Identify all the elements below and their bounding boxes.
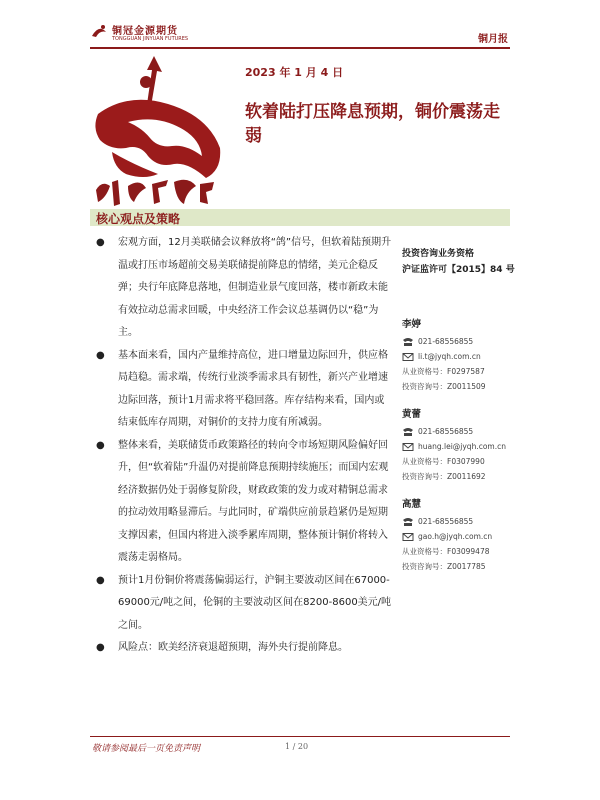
analyst-card [402, 406, 532, 484]
company-name-en: TONGGUAN JINYUAN FUTURES [112, 36, 189, 42]
phone-row [402, 334, 532, 349]
analyst-qual-no: 从业资格号：F03099478 [402, 547, 490, 556]
analyst-name: 李婷 [402, 319, 422, 330]
analyst-advisory-no: 投资咨询号：Z0011509 [402, 382, 486, 391]
analyst-card [402, 496, 532, 574]
point-text: 基本面来看，国内产量维持高位，进口增量边际回升，供应格局趋稳。需求端，传统行业淡季需求具有韧性，新兴产业增速边际回落，预计1月需求将平稳回落。库存结构来看，国内或结束低库存周期，对铜价的支持力度有所减弱。 [118, 349, 388, 428]
sidebar-info [402, 246, 532, 574]
phone-icon [402, 337, 414, 347]
analyst-phone: 021-68556855 [418, 517, 474, 526]
analyst-qual-no: 从业资格号：F0307990 [402, 457, 485, 466]
point-text: 整体来看，美联储货币政策路径的转向令市场短期风险偏好回升，但“软着陆”升温仍对提前降息预期持续施压；而国内宏观经济数据仍处于弱修复阶段，财政政策的发力或对精铜总需求的拉动效用略显滞后。与此同时，矿端供应前景趋紧仍是短期支撑因素，但国内将进入淡季累库周期，整体预计铜价将转入震荡走弱格局。 [118, 439, 389, 563]
phone-row [402, 514, 532, 529]
report-date: 2023 年 1 月 4 日 [245, 66, 344, 79]
email-row [402, 439, 532, 454]
analyst-name: 高慧 [402, 499, 422, 510]
analyst-qual-no: 从业资格号：F0297587 [402, 367, 485, 376]
report-type: 铜月报 [478, 34, 508, 45]
bullet-icon: ● [96, 349, 105, 361]
analyst-advisory-no: 投资咨询号：Z0011692 [402, 472, 486, 481]
phone-icon [402, 427, 414, 437]
analyst-phone: 021-68556855 [418, 337, 474, 346]
list-item [90, 435, 392, 570]
bullet-icon: ● [96, 439, 105, 451]
email-row [402, 349, 532, 364]
logo-mark-icon [90, 22, 108, 40]
license-line-1: 投资咨询业务资格 [402, 249, 475, 259]
list-item [90, 345, 392, 435]
phone-row [402, 424, 532, 439]
point-text: 预计1月份铜价将震荡偏弱运行，沪铜主要波动区间在67000-69000元/吨之间，伦铜的主要波动区间在8200-8600美元/吨之间。 [118, 574, 392, 631]
disclaimer-note: 敬请参阅最后一页免责声明 [92, 744, 201, 754]
email-row [402, 529, 532, 544]
analyst-card [402, 316, 532, 394]
bullet-icon: ● [96, 642, 105, 653]
list-item [90, 637, 392, 660]
analyst-email[interactable]: huang.lei@jyqh.com.cn [418, 442, 506, 451]
bullet-icon: ● [96, 237, 105, 248]
header-divider [90, 47, 510, 49]
analyst-name: 黄蕾 [402, 409, 422, 420]
analyst-phone: 021-68556855 [418, 427, 474, 436]
key-points-list [90, 232, 392, 660]
point-text: 宏观方面，12月美联储会议释放将“鸽”信号，但软着陆预期升温或打压市场超前交易美联储提前降息的情绪，美元企稳反弹；央行年底降息落地，但制造业景气度回落，楼市新政未能有效拉动总需求回暖，中央经济工作会议总基调仍以“稳”为主。 [118, 237, 392, 338]
page-number: 1 / 20 [285, 742, 309, 751]
analyst-advisory-no: 投资咨询号：Z0017785 [402, 562, 486, 571]
brand-artwork [88, 52, 238, 212]
bullet-icon: ● [96, 574, 105, 586]
list-item [90, 232, 392, 345]
analyst-email[interactable]: gao.h@jyqh.com.cn [418, 532, 493, 541]
phone-icon [402, 517, 414, 527]
analyst-email[interactable]: li.t@jyqh.com.cn [418, 352, 481, 361]
mail-icon [402, 352, 414, 362]
company-name-cn: 铜冠金源期货 [112, 26, 178, 37]
license-line-2: 沪证监许可【2015】84 号 [402, 265, 515, 275]
company-logo [90, 22, 190, 48]
section-title: 核心观点及策略 [96, 212, 181, 226]
point-text: 风险点：欧美经济衰退超预期，海外央行提前降息。 [118, 642, 348, 653]
mail-icon [402, 532, 414, 542]
report-title: 软着陆打压降息预期，铜价震荡走弱 [245, 102, 500, 146]
mail-icon [402, 442, 414, 452]
footer-divider [90, 736, 510, 737]
list-item [90, 570, 392, 638]
